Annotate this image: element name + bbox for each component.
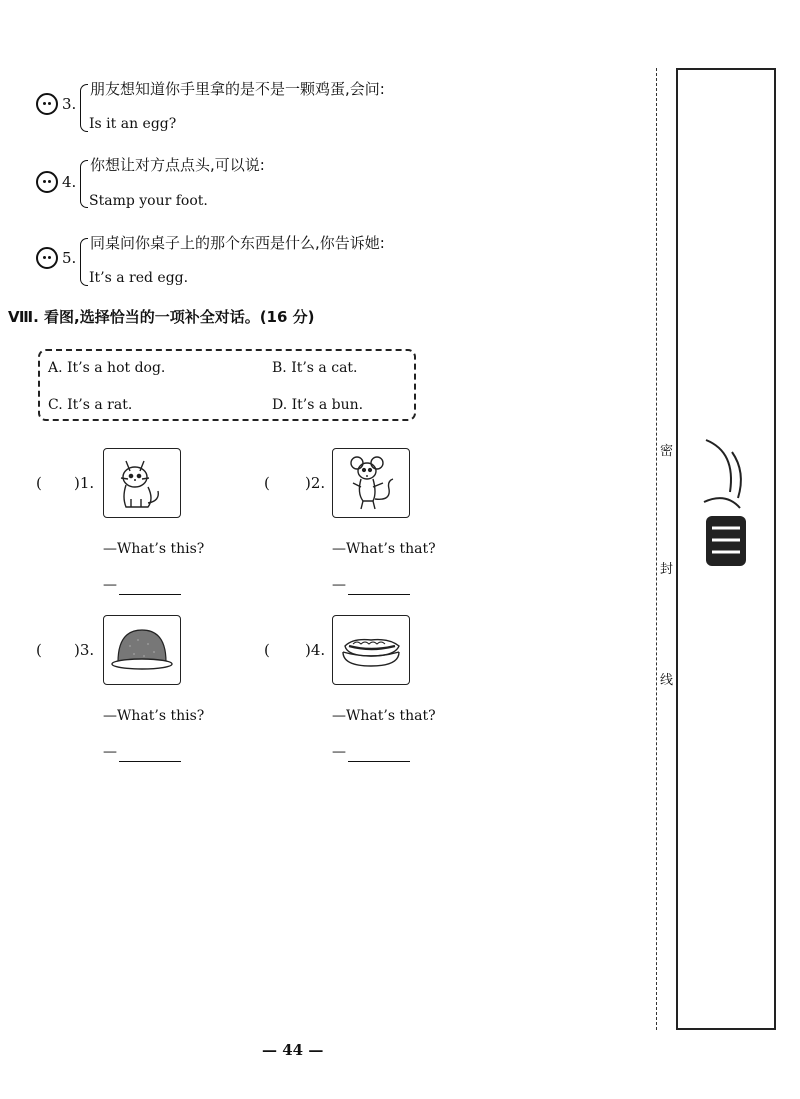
answer-paren: ( xyxy=(264,474,270,492)
item-number[interactable]: )3. xyxy=(74,641,95,659)
side-panel xyxy=(676,68,776,1030)
answer-paren: ( xyxy=(264,641,270,659)
mouse-icon xyxy=(333,449,409,517)
answer-blank[interactable] xyxy=(348,593,410,595)
answer-paren: ( xyxy=(36,474,42,492)
binding-line xyxy=(656,68,657,1030)
question-answer: It’s a red egg. xyxy=(89,270,189,286)
option-a: A. It’s a hot dog. xyxy=(48,360,166,376)
question-number: 3. xyxy=(62,95,77,113)
option-c: C. It’s a rat. xyxy=(48,397,133,413)
answer-blank[interactable] xyxy=(348,760,410,762)
page-number: — 44 — xyxy=(262,1041,324,1059)
dialog-question: —What’s that? xyxy=(332,541,436,557)
publisher-logo xyxy=(696,432,756,572)
dialog-dash: — xyxy=(103,744,117,760)
question-prompt: 同桌问你桌子上的那个东西是什么,你告诉她: xyxy=(90,234,385,252)
binding-label-cover: 封 xyxy=(660,562,674,577)
dialog-dash: — xyxy=(332,744,346,760)
cat-picture xyxy=(103,448,181,518)
item-number[interactable]: )2. xyxy=(305,474,326,492)
question-number: 4. xyxy=(62,173,77,191)
question-number: 5. xyxy=(62,249,77,267)
cat-icon xyxy=(104,449,180,517)
bun-picture xyxy=(103,615,181,685)
dialog-question: —What’s that? xyxy=(332,708,436,724)
answer-blank[interactable] xyxy=(119,593,181,595)
dialog-question: —What’s this? xyxy=(103,708,205,724)
item-number[interactable]: )4. xyxy=(305,641,326,659)
option-b: B. It’s a cat. xyxy=(272,360,358,376)
brace xyxy=(80,238,88,286)
brace xyxy=(80,160,88,208)
answer-blank[interactable] xyxy=(119,760,181,762)
answer-paren: ( xyxy=(36,641,42,659)
dialog-question: —What’s this? xyxy=(103,541,205,557)
item-number[interactable]: )1. xyxy=(74,474,95,492)
smiley-icon xyxy=(36,247,58,269)
brace xyxy=(80,84,88,132)
dialog-dash: — xyxy=(332,577,346,593)
dialog-dash: — xyxy=(103,577,117,593)
question-answer: Is it an egg? xyxy=(89,116,177,132)
smiley-icon xyxy=(36,93,58,115)
option-d: D. It’s a bun. xyxy=(272,397,364,413)
bun-icon xyxy=(104,616,180,684)
binding-label-line: 线 xyxy=(660,673,674,688)
options-box xyxy=(38,349,416,421)
smiley-icon xyxy=(36,171,58,193)
section-title: Ⅷ. 看图,选择恰当的一项补全对话。(16 分) xyxy=(8,308,315,326)
hotdog-picture xyxy=(332,615,410,685)
mouse-picture xyxy=(332,448,410,518)
binding-label-seal: 密 xyxy=(660,444,674,459)
question-prompt: 朋友想知道你手里拿的是不是一颗鸡蛋,会问: xyxy=(90,80,385,98)
question-answer: Stamp your foot. xyxy=(89,193,208,209)
hotdog-icon xyxy=(333,616,409,684)
question-prompt: 你想让对方点点头,可以说: xyxy=(90,156,265,174)
